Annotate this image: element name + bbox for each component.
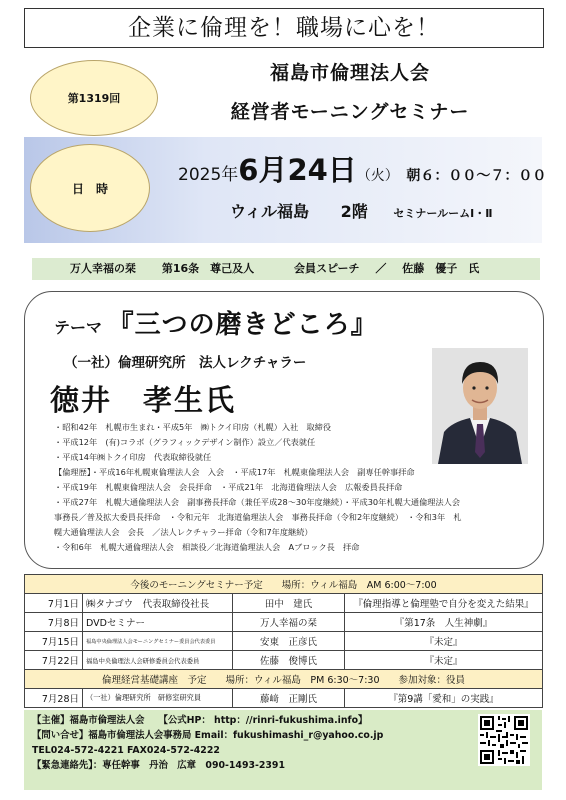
emergency-contact: 【緊急連絡先】：専任幹事 丹治 広章 090-1493-2391 — [32, 760, 285, 771]
session-number-badge — [30, 60, 158, 136]
bio-line: ・令和6年 札幌大通倫理法人会 相談役／北海道倫理法人会 Aブロック長 拝命 — [54, 542, 360, 552]
row-date: 7月28日 — [25, 689, 83, 708]
row-org: DVDセミナー — [83, 613, 233, 632]
slogan-banner: 企業に倫理を！職場に心を！ — [24, 8, 544, 48]
table-row — [25, 689, 543, 708]
basic-course-header: 倫理経営基礎講座 予定 場所：ウィル福島 PM 6:30〜7:30 参加対象：役員 — [25, 670, 543, 689]
row-name: 佐藤 俊博氏 — [233, 651, 345, 670]
bio-line: ・平成19年 札幌東倫理法人会 会長拝命 ・平成21年 北海道倫理法人会 広報委員長拝命 — [54, 482, 403, 492]
member-speech-bar — [32, 258, 540, 280]
organizer-and-website: 【主催】福島市倫理法人会 【公式HP： http：//rinri-fukushima.info】 — [32, 715, 368, 726]
row-name: 田中 建氏 — [233, 594, 345, 613]
event-date — [178, 148, 546, 189]
theme-title: 『三つの磨きどころ』 — [107, 310, 378, 340]
date-month-day: 6月24日 — [238, 153, 357, 187]
speech-label: 会員スピーチ — [294, 262, 360, 275]
bio-line: ・平成12年 (有)コラボ（グラフィックデザイン制作）設立／代表就任 — [54, 437, 316, 447]
row-org: 福島中央倫理法人会モーニングセミナー委員会代表委員 — [83, 632, 233, 651]
table-row — [25, 651, 543, 670]
event-venue — [230, 199, 492, 222]
table-row — [25, 632, 543, 651]
organizer-title: 福島市倫理法人会 — [269, 62, 430, 84]
table-row — [25, 613, 543, 632]
basic-course-header-row — [25, 670, 543, 689]
contact-info — [32, 713, 383, 773]
venue-floor: 2階 — [340, 202, 368, 221]
virtue-article: 第16条 尊己及人 — [161, 262, 255, 275]
virtue-label: 万人幸福の栞 — [70, 262, 136, 275]
date-weekday: （火） — [356, 168, 399, 184]
row-name: 藤﨑 正剛氏 — [233, 689, 345, 708]
phone-fax: TEL024-572-4221 FAX024-572-4222 — [32, 745, 220, 756]
date-year: 2025 — [178, 165, 222, 185]
date-badge-label: 日 時 — [71, 181, 108, 196]
bio-line: ・昭和42年 札幌市生まれ・平成5年 ㈱トクイ印房（札幌）入社 取締役 — [54, 422, 332, 432]
row-date: 7月8日 — [25, 613, 83, 632]
schedule-header-row — [25, 575, 543, 594]
table-row — [25, 594, 543, 613]
speaker-biography — [54, 420, 462, 555]
date-badge — [30, 144, 150, 232]
venue-name: ウィル福島 — [230, 202, 310, 221]
row-date: 7月22日 — [25, 651, 83, 670]
schedule-header: 今後のモーニングセミナー予定 場所：ウィル福島 AM 6:00〜7:00 — [25, 575, 543, 594]
row-topic: 『未定』 — [345, 651, 543, 670]
row-topic: 『未定』 — [345, 632, 543, 651]
row-name: 万人幸福の栞 — [233, 613, 345, 632]
session-number: 第1319回 — [67, 92, 121, 105]
row-org: 福島中央倫理法人会研修委員会代表委員 — [83, 651, 233, 670]
row-date: 7月15日 — [25, 632, 83, 651]
bio-line: 事務長／普及拡大委員長拝命 ・令和元年 北海道倫理法人会 事務長拝命（令和2年度継続） ・令和3年 札 — [54, 512, 462, 522]
bio-line: 【倫理歴】・平成16年札幌東倫理法人会 入会 ・平成17年 札幌東倫理法人会 副専任幹事拝命 — [54, 467, 415, 477]
speaker-affiliation: （一社）倫理研究所 法人レクチャラー — [64, 355, 307, 371]
bio-line: 幌大通倫理法人会 会長 ／法人レクチャラー拝命（令和7年度継続） — [54, 527, 313, 537]
row-date: 7月1日 — [25, 594, 83, 613]
row-org: （一社）倫理研究所 研修室研究員 — [83, 689, 233, 708]
row-topic: 『第9講「愛和」の実践』 — [345, 689, 543, 708]
bio-line: ・平成14年㈱トクイ印房 代表取締役就任 — [54, 452, 212, 462]
speech-separator: ／ — [375, 262, 387, 275]
row-org: ㈱タナゴウ 代表取締役社長 — [83, 594, 233, 613]
event-time: 朝６：００〜７：００ — [406, 168, 547, 184]
schedule-table — [24, 574, 543, 708]
event-title: 経営者モーニングセミナー — [230, 101, 470, 123]
inquiry-email: 【問い合せ】福島市倫理法人会事務局 Email：fukushimashi_r@yahoo.co.jp — [32, 730, 384, 741]
row-name: 安東 正彦氏 — [233, 632, 345, 651]
qr-code-icon[interactable] — [478, 714, 530, 766]
speaker-name: 徳井 孝生氏 — [50, 383, 237, 417]
row-topic: 『倫理指導と倫理塾で自分を変えた結果』 — [345, 594, 543, 613]
bio-line: ・平成27年 札幌大通倫理法人会 副事務長拝命（兼任平成28〜30年度継続）・平成30年札幌大通倫理法人会 — [54, 497, 461, 507]
theme-prefix: テーマ — [54, 318, 103, 337]
venue-room: セミナールームⅠ・Ⅱ — [393, 207, 493, 220]
row-topic: 『第17条 人生神劇』 — [345, 613, 543, 632]
theme-heading — [54, 304, 378, 341]
speech-speaker: 佐藤 優子 氏 — [402, 262, 480, 275]
date-year-suffix: 年 — [221, 165, 239, 185]
